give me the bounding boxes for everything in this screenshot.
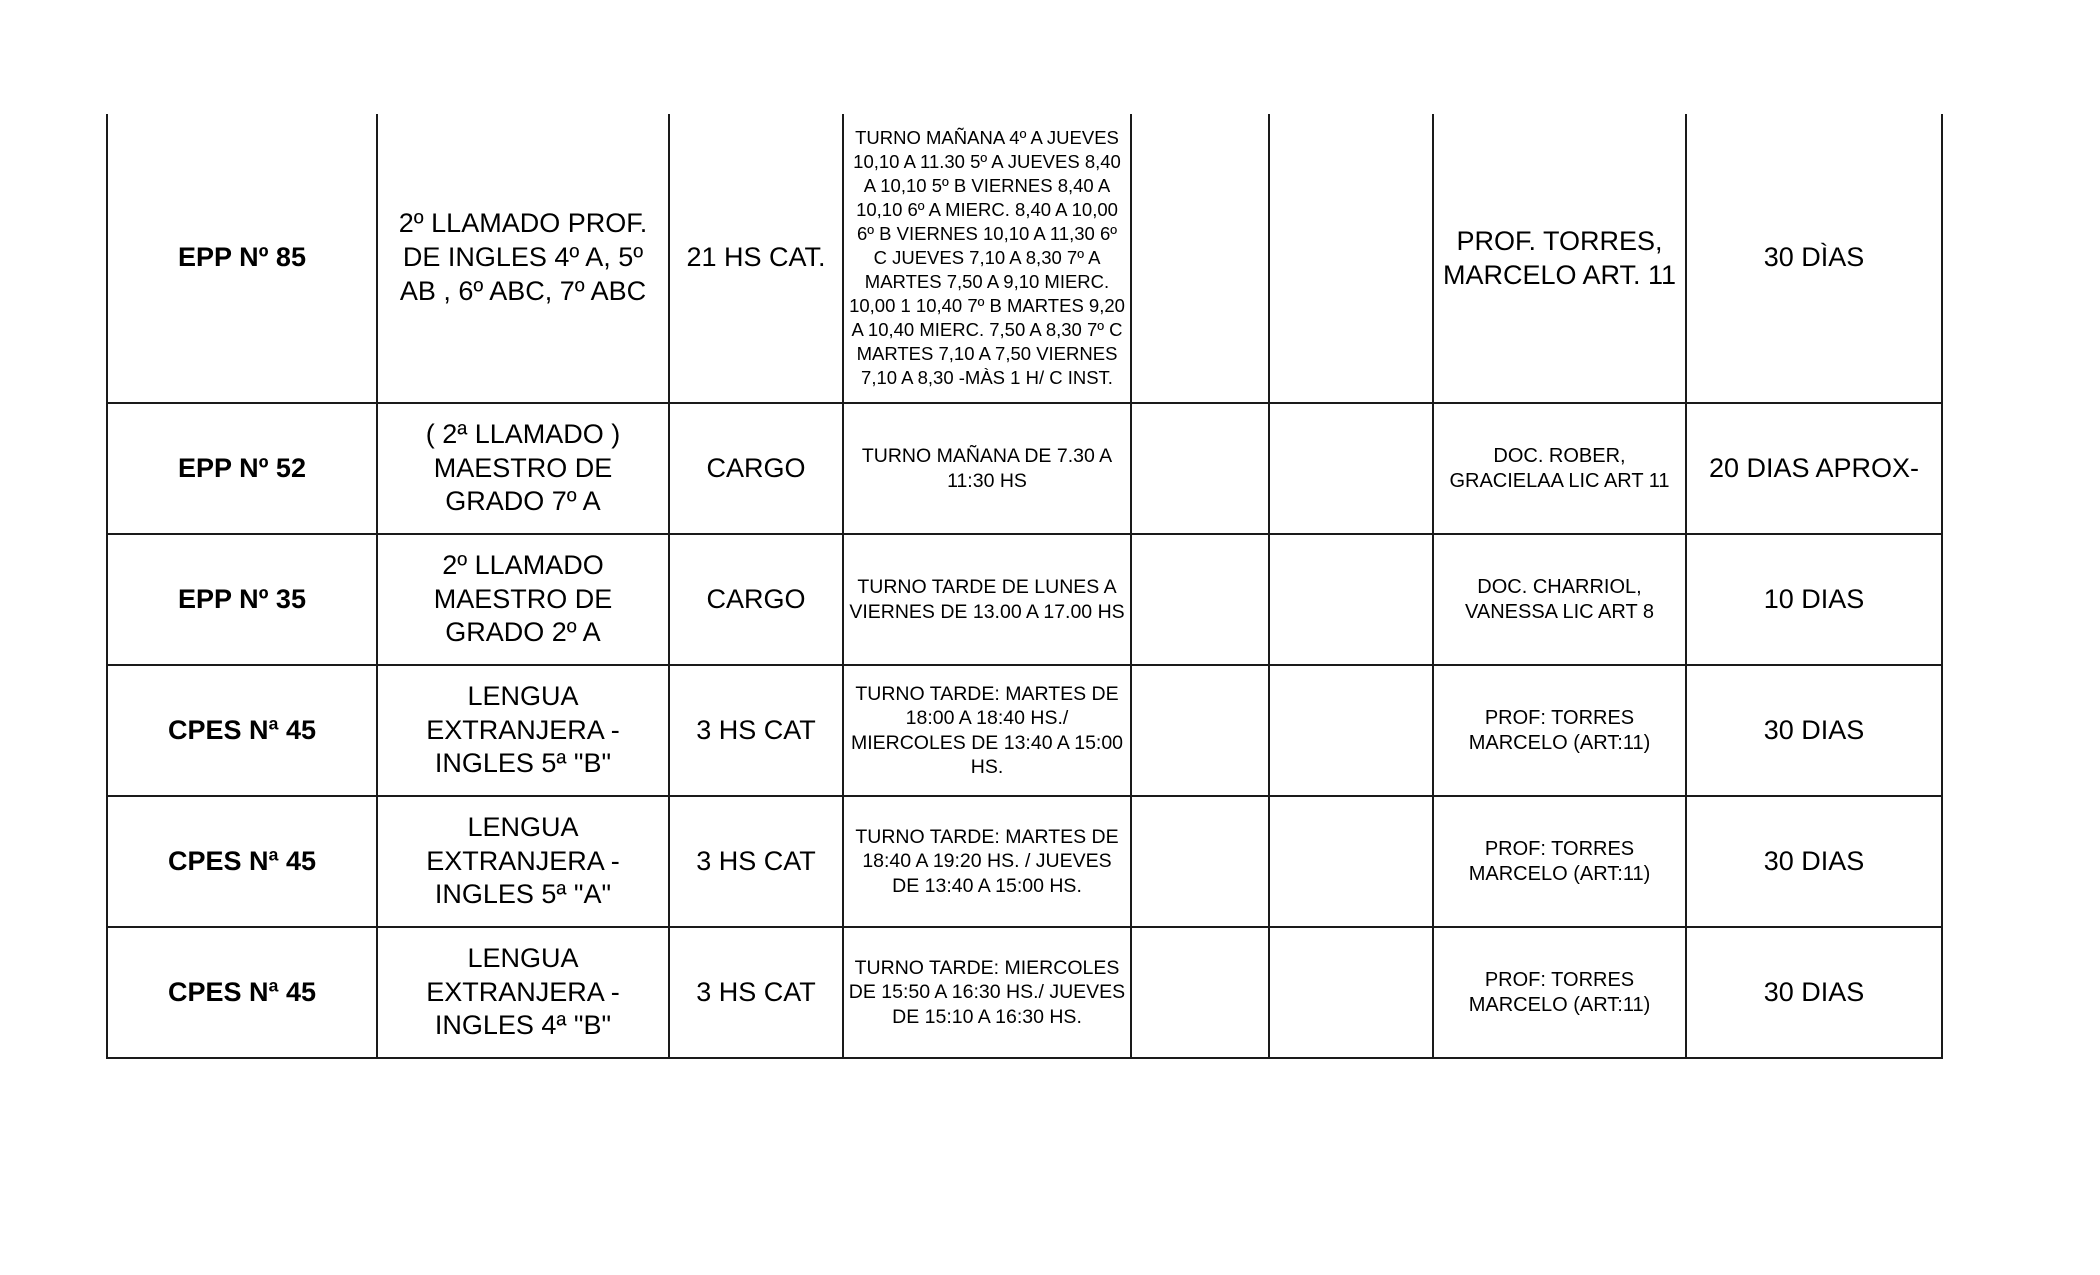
schedule-cell: TURNO TARDE: MIERCOLES DE 15:50 A 16:30 HS./ JUEVES DE 15:10 A 16:30 HS. xyxy=(843,927,1131,1058)
empty-cell xyxy=(1269,114,1433,403)
school-cell: CPES Nª 45 xyxy=(107,796,377,927)
table-row xyxy=(107,534,1942,665)
post-cell: 2º LLAMADO PROF. DE INGLES 4º A, 5º AB , 6º ABC, 7º ABC xyxy=(377,114,669,403)
post-cell: ( 2ª LLAMADO ) MAESTRO DE GRADO 7º A xyxy=(377,403,669,534)
duration-cell: 30 DIAS xyxy=(1686,796,1942,927)
post-cell: LENGUA EXTRANJERA - INGLES 5ª "B" xyxy=(377,665,669,796)
empty-cell xyxy=(1131,927,1269,1058)
empty-cell xyxy=(1269,403,1433,534)
hours-cell: 3 HS CAT xyxy=(669,665,843,796)
substitute-cell: PROF: TORRES MARCELO (ART:11) xyxy=(1433,796,1686,927)
duration-cell: 30 DÌAS xyxy=(1686,114,1942,403)
empty-cell xyxy=(1269,665,1433,796)
schedule-cell: TURNO TARDE: MARTES DE 18:40 A 19:20 HS. / JUEVES DE 13:40 A 15:00 HS. xyxy=(843,796,1131,927)
substitute-cell: PROF. TORRES, MARCELO ART. 11 xyxy=(1433,114,1686,403)
table-row xyxy=(107,927,1942,1058)
school-cell: EPP Nº 85 xyxy=(107,114,377,403)
post-cell: LENGUA EXTRANJERA - INGLES 4ª "B" xyxy=(377,927,669,1058)
empty-cell xyxy=(1131,796,1269,927)
empty-cell xyxy=(1131,114,1269,403)
substitute-cell: DOC. ROBER, GRACIELAA LIC ART 11 xyxy=(1433,403,1686,534)
hours-cell: 21 HS CAT. xyxy=(669,114,843,403)
hours-cell: CARGO xyxy=(669,534,843,665)
empty-cell xyxy=(1269,534,1433,665)
substitute-cell: PROF: TORRES MARCELO (ART:11) xyxy=(1433,927,1686,1058)
empty-cell xyxy=(1269,927,1433,1058)
duration-cell: 30 DIAS xyxy=(1686,927,1942,1058)
school-cell: EPP Nº 52 xyxy=(107,403,377,534)
table-row xyxy=(107,403,1942,534)
table-row xyxy=(107,665,1942,796)
post-cell: 2º LLAMADO MAESTRO DE GRADO 2º A xyxy=(377,534,669,665)
school-cell: CPES Nª 45 xyxy=(107,665,377,796)
table-row xyxy=(107,114,1942,403)
duration-cell: 10 DIAS xyxy=(1686,534,1942,665)
school-cell: CPES Nª 45 xyxy=(107,927,377,1058)
empty-cell xyxy=(1269,796,1433,927)
duration-cell: 30 DIAS xyxy=(1686,665,1942,796)
schedule-cell: TURNO TARDE: MARTES DE 18:00 A 18:40 HS./ MIERCOLES DE 13:40 A 15:00 HS. xyxy=(843,665,1131,796)
hours-cell: 3 HS CAT xyxy=(669,927,843,1058)
schedule-cell: TURNO TARDE DE LUNES A VIERNES DE 13.00 A 17.00 HS xyxy=(843,534,1131,665)
vacancies-table xyxy=(106,114,1943,1059)
substitute-cell: PROF: TORRES MARCELO (ART:11) xyxy=(1433,665,1686,796)
table-row xyxy=(107,796,1942,927)
substitute-cell: DOC. CHARRIOL, VANESSA LIC ART 8 xyxy=(1433,534,1686,665)
empty-cell xyxy=(1131,665,1269,796)
post-cell: LENGUA EXTRANJERA - INGLES 5ª "A" xyxy=(377,796,669,927)
schedule-cell: TURNO MAÑANA DE 7.30 A 11:30 HS xyxy=(843,403,1131,534)
hours-cell: 3 HS CAT xyxy=(669,796,843,927)
empty-cell xyxy=(1131,403,1269,534)
schedule-cell: TURNO MAÑANA 4º A JUEVES 10,10 A 11.30 5º A JUEVES 8,40 A 10,10 5º B VIERNES 8,40 A 10,10 6º A MIERC. 8,40 A 10,00 6º B VIERNES 10,10 A 11,30 6º C JUEVES 7,10 A 8,30 7º A MARTES 7,50 A 9,10 MIERC. 10,00 1 10,40 7º B MARTES 9,20 A 10,40 MIERC. 7,50 A 8,30 7º C MARTES 7,10 A 7,50 VIERNES 7,10 A 8,30 -MÀS 1 H/ C INST. xyxy=(843,114,1131,403)
hours-cell: CARGO xyxy=(669,403,843,534)
school-cell: EPP Nº 35 xyxy=(107,534,377,665)
duration-cell: 20 DIAS APROX- xyxy=(1686,403,1942,534)
empty-cell xyxy=(1131,534,1269,665)
